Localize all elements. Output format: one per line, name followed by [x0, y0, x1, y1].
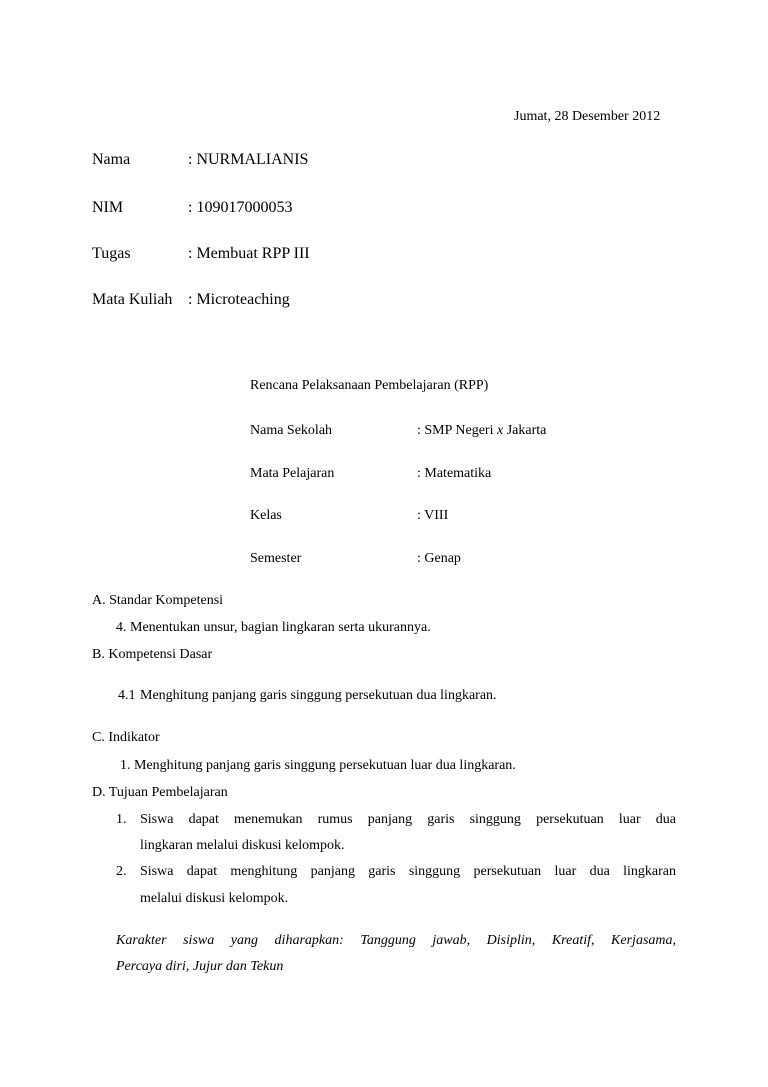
semester-value: : Genap: [417, 551, 461, 566]
semester-label: Semester: [250, 551, 302, 566]
objective-1-number: 1.: [116, 812, 127, 827]
section-d-heading: D. Tujuan Pembelajaran: [92, 785, 228, 800]
objective-2-line-2: melalui diskusi kelompok.: [140, 891, 289, 906]
section-a-item: 4. Menentukan unsur, bagian lingkaran serta ukurannya.: [116, 620, 431, 635]
nim-label: NIM: [92, 199, 124, 216]
section-a-heading: A. Standar Kompetensi: [92, 593, 224, 608]
task-label: Tugas: [92, 245, 131, 262]
section-b-item-num: 4.1: [118, 688, 136, 703]
section-c-item: 1. Menghitung panjang garis singgung persekutuan luar dua lingkaran.: [120, 758, 516, 773]
subject-label: Mata Pelajaran: [250, 466, 335, 481]
school-value-italic: x: [496, 423, 504, 438]
document-date: Jumat, 28 Desember 2012: [514, 109, 661, 124]
rpp-title: Rencana Pelaksanaan Pembelajaran (RPP): [250, 378, 489, 393]
name-value: : NURMALIANIS: [188, 151, 309, 168]
school-value-suffix: Jakarta: [503, 423, 547, 438]
school-value-prefix: : SMP Negeri: [417, 423, 497, 438]
objective-1-line-2: lingkaran melalui diskusi kelompok.: [140, 838, 345, 853]
section-c-heading: C. Indikator: [92, 730, 160, 745]
class-value: : VIII: [417, 508, 449, 523]
section-b-item: Menghitung panjang garis singgung persekutuan dua lingkaran.: [140, 688, 497, 703]
objective-1-line-1: Siswa dapat menemukan rumus panjang garis singgung persekutuan luar dua: [140, 812, 676, 827]
subject-value: : Matematika: [417, 466, 492, 481]
character-traits-line-2: Percaya diri, Jujur dan Tekun: [116, 959, 284, 974]
course-value: : Microteaching: [188, 291, 290, 308]
course-label: Mata Kuliah: [92, 291, 173, 308]
character-traits-line-1: Karakter siswa yang diharapkan: Tanggung jawab, Disiplin, Kreatif, Kerjasama,: [116, 933, 676, 948]
objective-2-line-1: Siswa dapat menghitung panjang garis singgung persekutuan luar dua lingkaran: [140, 864, 676, 879]
school-label: Nama Sekolah: [250, 423, 333, 438]
school-value: [417, 424, 546, 438]
name-label: Nama: [92, 151, 131, 168]
section-b-heading: B. Kompetensi Dasar: [92, 647, 213, 662]
task-value: : Membuat RPP III: [188, 245, 310, 262]
class-label: Kelas: [250, 508, 282, 523]
nim-value: : 109017000053: [188, 199, 293, 216]
objective-2-number: 2.: [116, 864, 127, 879]
